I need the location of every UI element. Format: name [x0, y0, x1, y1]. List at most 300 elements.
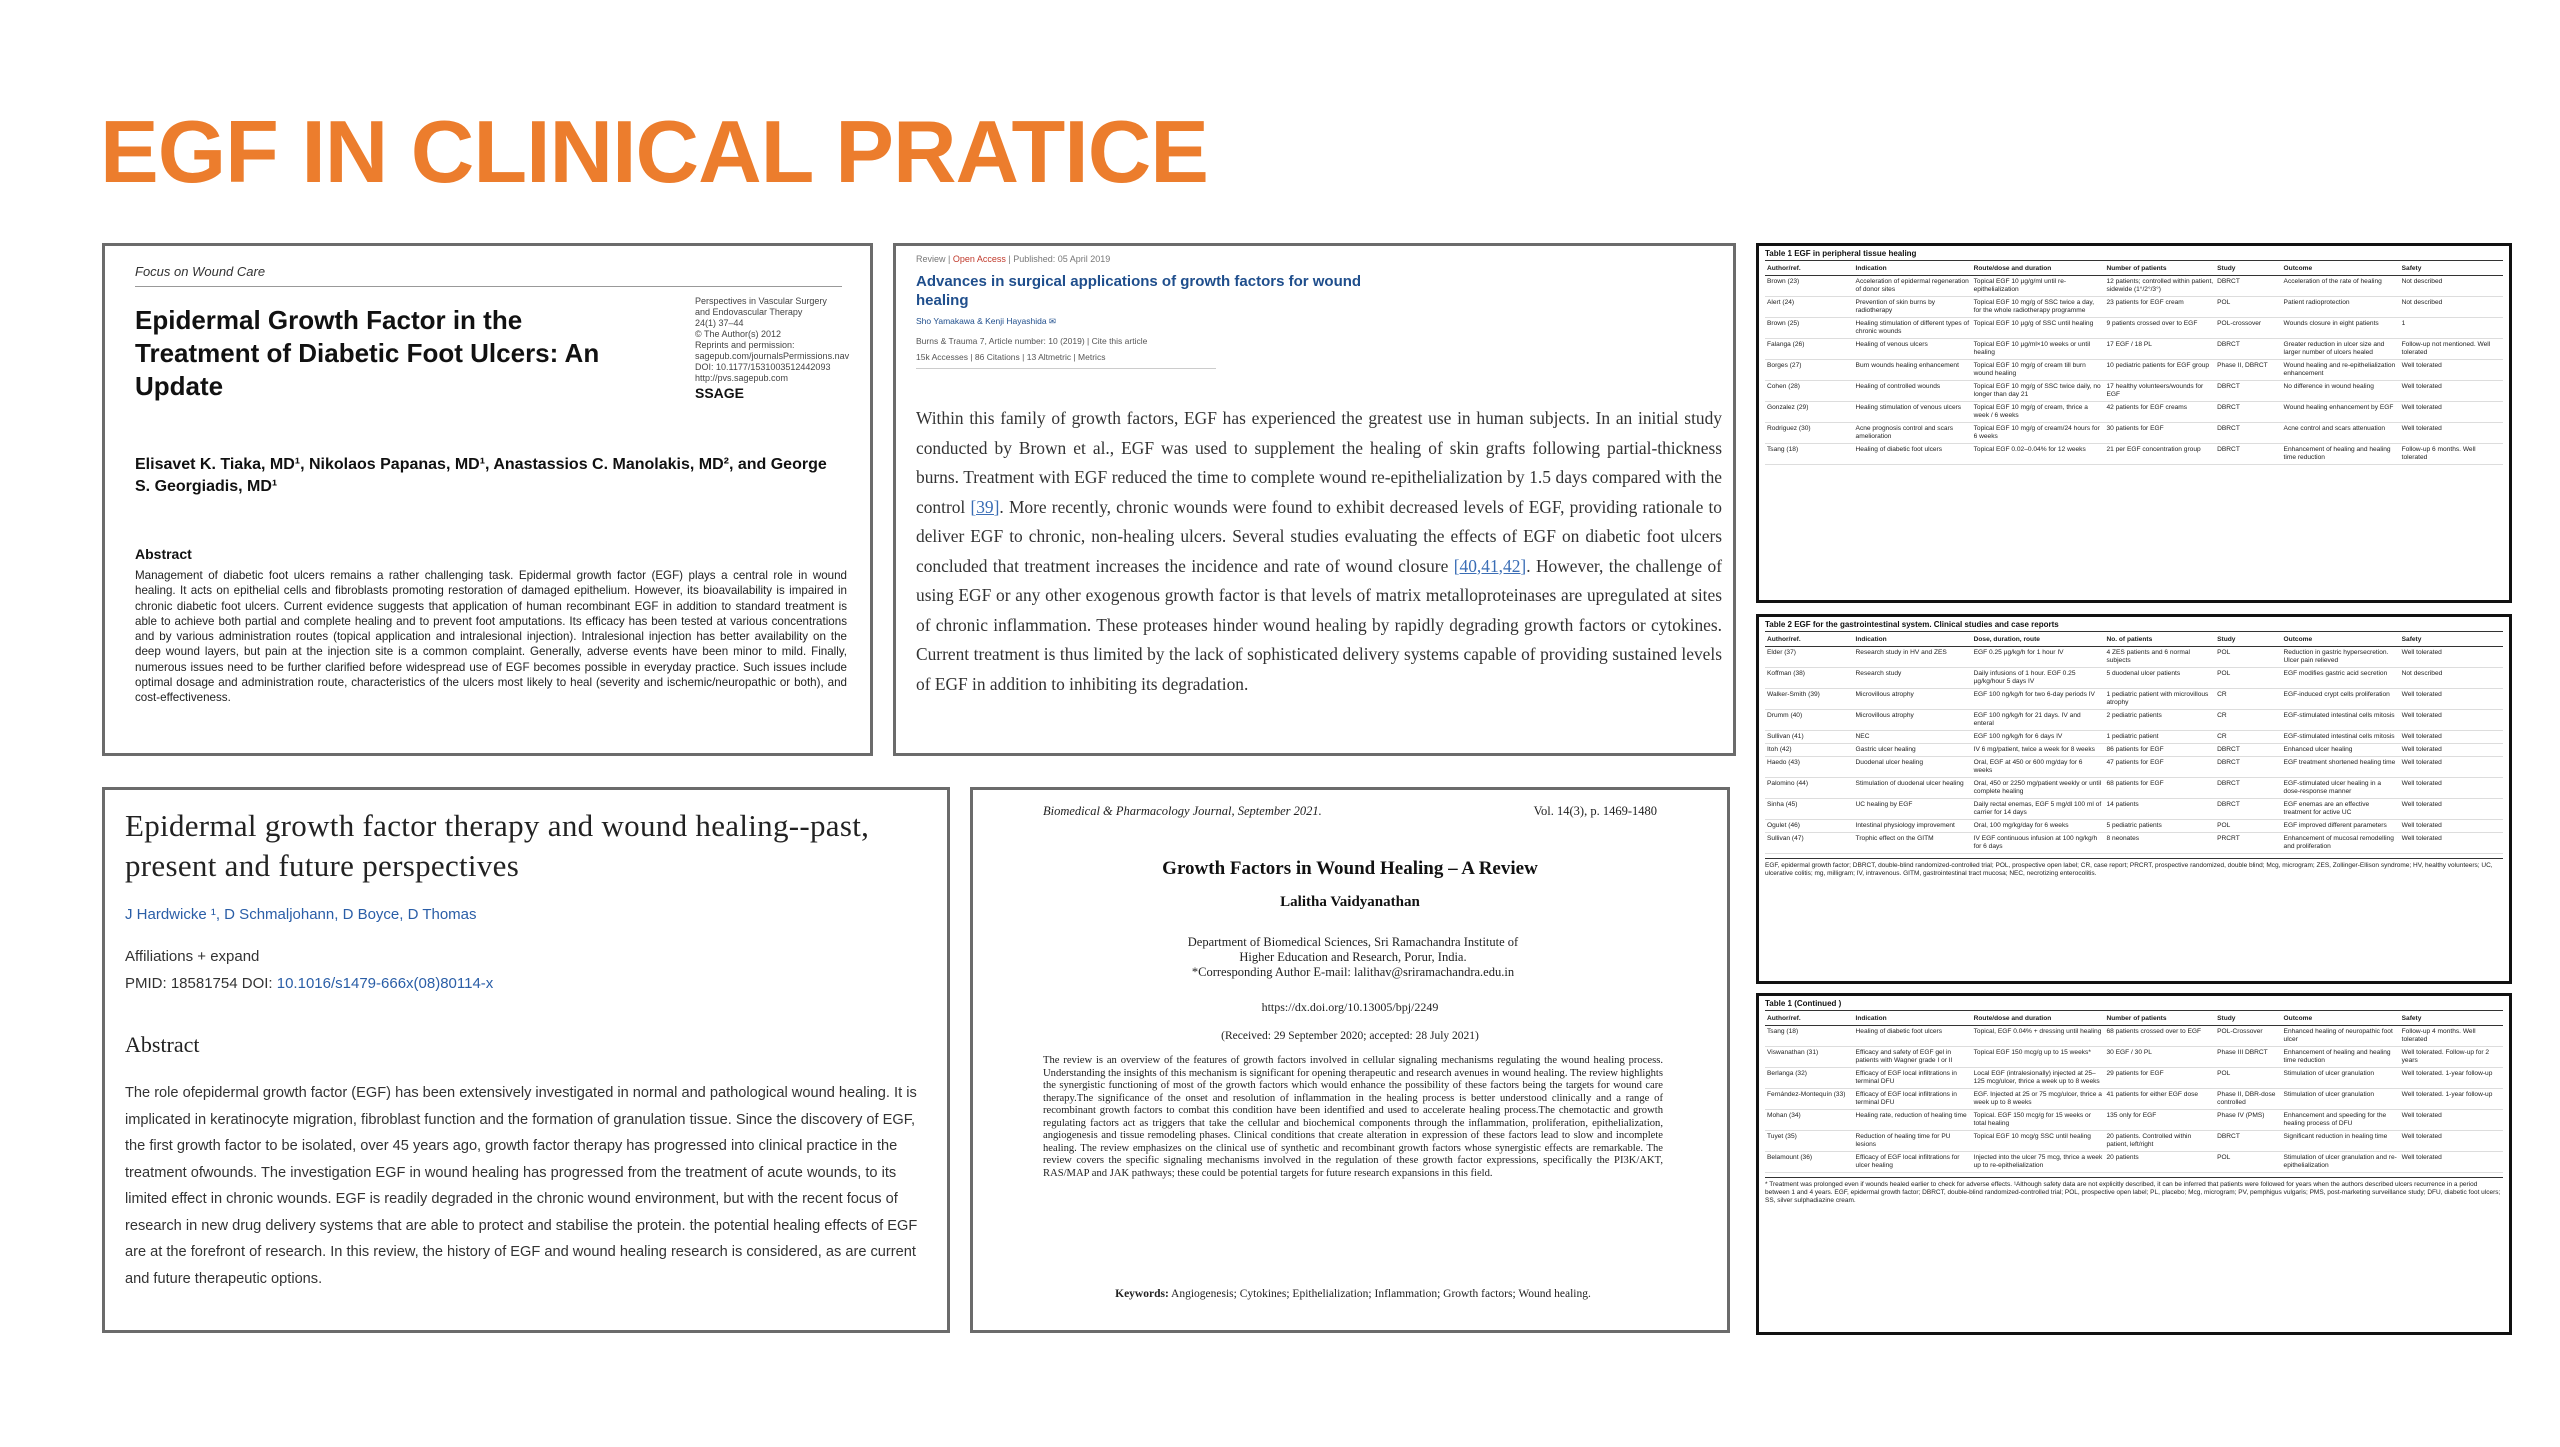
table-cell: Elder (37) [1765, 647, 1854, 668]
table-cell: Efficacy of EGF local infiltrations in terminal DFU [1854, 1089, 1972, 1110]
paper-card-hardwicke [102, 787, 950, 1333]
table-row [1765, 381, 2503, 402]
table-caption: Table 1 EGF in peripheral tissue healing [1765, 249, 2503, 261]
table-cell: Enhancement of healing and healing time reduction [2282, 444, 2400, 465]
meta-line: 24(1) 37–44 [695, 318, 744, 328]
keywords-list: Angiogenesis; Cytokines; Epithelialization; Inflammation; Growth factors; Wound healing. [1168, 1288, 1591, 1300]
data-table [1765, 263, 2503, 465]
table-cell: Berlanga (32) [1765, 1068, 1854, 1089]
affiliations-expand[interactable]: Affiliations + expand [125, 948, 260, 965]
table-cell: 68 patients for EGF [2104, 778, 2215, 799]
table-header-cell: Number of patients [2104, 263, 2215, 276]
table-cell: 17 EGF / 18 PL [2104, 339, 2215, 360]
table-cell: Not described [2400, 668, 2503, 689]
table-cell: PRCRT [2215, 833, 2281, 854]
table-row [1765, 1068, 2503, 1089]
publisher-logo: SSAGE [695, 385, 745, 401]
table-cell: Acne prognosis control and scars amelioration [1854, 423, 1972, 444]
table-row [1765, 1089, 2503, 1110]
table-cell: EGF. Injected at 25 or 75 mcg/ulcer, thrice a week up to 8 weeks [1972, 1089, 2105, 1110]
table-cell: 10 pediatric patients for EGF group [2104, 360, 2215, 381]
table-cell: Topical EGF 10 mg/g of SSC twice a day, for the whole radiotherapy programme [1972, 297, 2105, 318]
abstract-text: The review is an overview of the features of growth factors involved in cellular signaling mechanisms regulating the wound healing process. Understanding the insights of this mechanism is significant for opening therapeutic and research avenues in wound healing. The review highlights the synergistic functioning of most of the growth factors which would enhance the possibility of these factors being the targets for wound care therapy.The significance of the onset and resolution of inflammation in the healing process is better understood clinically and a range of recombinant growth factors to combat this condition have been identified and used to accelerate healing process.The chemotactic and growth regulating factors act as triggers that take the cellular and biochemical components through the inflammation, proliferation, epithelialization, angiogenesis and tissue remodeling phases. Clinical conditions that create alteration in expression of these factors lead to slow and incomplete healing. The review emphasizes on the clinical use of synthetic and recombinant growth factors whose synergistic effects are remarkable. The review covers the specific signaling mechanisms involved in the regulation of these growth factor expressions, specifically the PI3K/AKT, RAS/MAP and JAK pathways; these could be potential targets for future research expansions in this field. [1043, 1055, 1663, 1179]
excerpt-part: . However, the challenge of using EGF or any other exogenous growth factor is that levels of matrix metalloproteinases are upregulated at sites of chronic inflammation. These proteases hinder wound healing by rapidly degrading growth factors or cytokines. Current treatment is thus limited by the lack of sophisticated delivery systems capable of providing sustained levels of EGF in addition to inhibiting its degradation. [916, 555, 1722, 694]
table-cell: Research study [1854, 668, 1972, 689]
table-cell: Prevention of skin burns by radiotherapy [1854, 297, 1972, 318]
meta-line: sagepub.com/journalsPermissions.nav [695, 351, 850, 361]
abstract-text: The role ofepidermal growth factor (EGF) has been extensively investigated in normal and pathological wound healing. It is implicated in keratinocyte migration, fibroblast function and the formation of granulation tissue. Since the discovery of EGF, the first growth factor to be isolated, over 45 years ago, growth factor therapy has progressed into clinical practice in the treatment ofwounds. The investigation EGF in wound healing has progressed from the treatment of acute wounds, to its limited effect in chronic wounds. EGF is readily degraded in the chronic wound environment, but with the recent focus of research in new drug delivery systems that are able to protect and stabilise the protein. the potential healing effects of EGF are at the forefront of research. In this review, the history of EGF and wound healing research is considered, as are current and future therapeutic options. [125, 1085, 918, 1287]
table-row [1765, 689, 2503, 710]
table-cell: Oral, 450 or 2250 mg/patient weekly or until complete healing [1972, 778, 2105, 799]
table-cell: Well tolerated [2400, 744, 2503, 757]
table-cell: Wounds closure in eight patients [2282, 318, 2400, 339]
abstract-heading: Abstract [125, 1032, 200, 1057]
table-cell: 4 ZES patients and 6 normal subjects [2104, 647, 2215, 668]
table-cell: Topical. EGF 150 mcg/g for 15 weeks or total healing [1972, 1110, 2105, 1131]
table-row [1765, 339, 2503, 360]
table-cell: IV EGF continuous infusion at 100 ng/kg/h for 6 days [1972, 833, 2105, 854]
table-cell: EGF 100 ng/kg/h for 6 days IV [1972, 731, 2105, 744]
table-cell: EGF 100 ng/kg/h for two 6-day periods IV [1972, 689, 2105, 710]
table-cell: Well tolerated [2400, 689, 2503, 710]
table-cell: EGF-stimulated intestinal cells mitosis [2282, 710, 2400, 731]
table-cell: Healing of controlled wounds [1854, 381, 1972, 402]
table-cell: Stimulation of ulcer granulation and re-epithelialization [2282, 1152, 2400, 1173]
keywords-label: Keywords: [1115, 1288, 1169, 1300]
slide-title: EGF IN CLINICAL PRATICE [100, 102, 1208, 201]
table-cell: Ogulet (46) [1765, 820, 1854, 833]
table-cell: POL [2215, 1068, 2281, 1089]
table-cell: Enhanced healing of neuropathic foot ulcer [2282, 1026, 2400, 1047]
table-cell: Walker-Smith (39) [1765, 689, 1854, 710]
meta-line: http://pvs.sagepub.com [695, 373, 789, 383]
table-header-cell: Safety [2400, 1013, 2503, 1026]
table-cell: 21 per EGF concentration group [2104, 444, 2215, 465]
table-cell: Follow-up 4 months. Well tolerated [2400, 1026, 2503, 1047]
table-row [1765, 297, 2503, 318]
table-cell: Topical EGF 10 mcg/g SSC until healing [1972, 1131, 2105, 1152]
table-cell: Topical EGF 10 µg/g/ml until re-epithelialization [1972, 276, 2105, 297]
table-cell: Well tolerated [2400, 402, 2503, 423]
table-cell: DBRCT [2215, 339, 2281, 360]
table-cell: Phase III DBRCT [2215, 1047, 2281, 1068]
table-cell: DBRCT [2215, 799, 2281, 820]
table-cell: Follow-up not mentioned. Well tolerated [2400, 339, 2503, 360]
table-cell: 5 duodenal ulcer patients [2104, 668, 2215, 689]
table-cell: Efficacy and safety of EGF gel in patients with Wagner grade I or II [1854, 1047, 1972, 1068]
table-cell: 2 pediatric patients [2104, 710, 2215, 731]
table-row [1765, 820, 2503, 833]
table-cell: CR [2215, 689, 2281, 710]
table-cell: Microvillous atrophy [1854, 689, 1972, 710]
table-cell: Well tolerated [2400, 1152, 2503, 1173]
table-cell: Belamount (36) [1765, 1152, 1854, 1173]
table-cell: DBRCT [2215, 757, 2281, 778]
table-cell: DBRCT [2215, 1131, 2281, 1152]
table-cell: Not described [2400, 276, 2503, 297]
table-cell: Borges (27) [1765, 360, 1854, 381]
table-cell: Viswanathan (31) [1765, 1047, 1854, 1068]
table-cell: Microvillous atrophy [1854, 710, 1972, 731]
affiliation-line: Higher Education and Research, Porur, India. [1239, 950, 1467, 964]
table-cell: Daily infusions of 1 hour. EGF 0.25 µg/kg/hour 5 days IV [1972, 668, 2105, 689]
citation-line[interactable]: Burns & Trauma 7, Article number: 10 (2019) | Cite this article [916, 336, 1148, 346]
table-cell: Injected into the ulcer 75 mcg, thrice a week up to re-epithelialization [1972, 1152, 2105, 1173]
table-cell: Topical EGF 10 mg/g of cream/24 hours for 6 weeks [1972, 423, 2105, 444]
table-cell: DBRCT [2215, 381, 2281, 402]
table-cell: Topical EGF 0.02–0.04% for 12 weeks [1972, 444, 2105, 465]
table-cell: POL [2215, 297, 2281, 318]
affiliation-line: Department of Biomedical Sciences, Sri Ramachandra Institute of [1187, 935, 1519, 949]
pmid-label: PMID: 18581754 DOI: [125, 975, 277, 992]
table-cell: DBRCT [2215, 276, 2281, 297]
table-cell: Enhanced ulcer healing [2282, 744, 2400, 757]
table-cell: Reduction of healing time for PU lesions [1854, 1131, 1972, 1152]
table-cell: Well tolerated [2400, 757, 2503, 778]
table-row [1765, 744, 2503, 757]
table-cell: 9 patients crossed over to EGF [2104, 318, 2215, 339]
table-cell: Healing of venous ulcers [1854, 339, 1972, 360]
table-cell: Brown (23) [1765, 276, 1854, 297]
table-cell: Patient radioprotection [2282, 297, 2400, 318]
table-cell: Alert (24) [1765, 297, 1854, 318]
open-access-tag: Open Access [952, 254, 1006, 264]
table-cell: Local EGF (intralesionally) injected at 25–125 mcg/ulcer, thrice a week up to 8 weeks [1972, 1068, 2105, 1089]
table-header-cell: No. of patients [2104, 634, 2215, 647]
table-cell: Daily rectal enemas, EGF 5 mg/dl 100 ml of carrier for 14 days [1972, 799, 2105, 820]
table-cell: Sullivan (47) [1765, 833, 1854, 854]
table-cell: Phase II, DBRCT [2215, 360, 2281, 381]
table-cell: DBRCT [2215, 423, 2281, 444]
table-header-cell: Route/dose and duration [1972, 263, 2105, 276]
table-card-continued [1756, 993, 2512, 1335]
table-cell: EGF enemas are an effective treatment for active UC [2282, 799, 2400, 820]
meta-line: Reprints and permission: [695, 340, 795, 350]
paper-card-yamakawa [893, 243, 1736, 756]
table-header-cell: Indication [1854, 634, 1972, 647]
review-tag: Review [916, 254, 946, 264]
table-cell: CR [2215, 731, 2281, 744]
table-cell: Enhancement of mucosal remodelling and proliferation [2282, 833, 2400, 854]
table-cell: EGF 100 ng/kg/h for 21 days. IV and enteral [1972, 710, 2105, 731]
table-cell: Fernández-Montequín (33) [1765, 1089, 1854, 1110]
journal-volume: Vol. 14(3), p. 1469-1480 [1533, 804, 1657, 818]
excerpt-part: . More recently, chronic wounds were found to exhibit decreased levels of EGF, providing rationale to deliver EGF to chronic, non-healing ulcers. Several studies evaluating the effects of EGF on diabetic foot ulcers concluded that treatment increases the incidence and rate of wound closure [916, 496, 1723, 576]
affiliation-line: *Corresponding Author E-mail: lalithav@sriramachandra.edu.in [1191, 965, 1515, 979]
table-cell: Topical EGF 10 mg/g of cream till burn wound healing [1972, 360, 2105, 381]
table-row [1765, 402, 2503, 423]
keywords [1043, 1287, 1663, 1301]
table-cell: 86 patients for EGF [2104, 744, 2215, 757]
table-cell: Not described [2400, 297, 2503, 318]
table-row [1765, 1131, 2503, 1152]
table-header-cell: Safety [2400, 634, 2503, 647]
table-cell: Well tolerated [2400, 647, 2503, 668]
table-cell: 12 patients; controlled within patient, sidewide (1°/2°/3°) [2104, 276, 2215, 297]
table-cell: POL [2215, 668, 2281, 689]
table-cell: Well tolerated. Follow-up for 2 years [2400, 1047, 2503, 1068]
table-cell: Gastric ulcer healing [1854, 744, 1972, 757]
received-dates: (Received: 29 September 2020; accepted: 28 July 2021) [1221, 1030, 1479, 1042]
table-cell: 47 patients for EGF [2104, 757, 2215, 778]
table-cell: DBRCT [2215, 444, 2281, 465]
table-row [1765, 668, 2503, 689]
journal-metadata [695, 296, 865, 399]
table-cell: Healing stimulation of different types of chronic wounds [1854, 318, 1972, 339]
metrics-line[interactable]: 15k Accesses | 86 Citations | 13 Altmetric | Metrics [916, 352, 1106, 362]
table-cell: POL [2215, 1152, 2281, 1173]
divider [916, 368, 1216, 369]
table-row [1765, 799, 2503, 820]
table-row [1765, 360, 2503, 381]
table-cell: Tuyet (35) [1765, 1131, 1854, 1152]
table-cell: Well tolerated [2400, 360, 2503, 381]
author-affiliation [1093, 935, 1613, 980]
table-cell: Reduction in gastric hypersecretion. Ulcer pain relieved [2282, 647, 2400, 668]
table-cell: Oral, EGF at 450 or 600 mg/day for 6 weeks [1972, 757, 2105, 778]
paper-title: Epidermal Growth Factor in the Treatment of Diabetic Foot Ulcers: An Update [135, 305, 600, 401]
table-cell: EGF improved different parameters [2282, 820, 2400, 833]
table-cell: EGF-stimulated ulcer healing in a dose-response manner [2282, 778, 2400, 799]
table-cell: Well tolerated [2400, 799, 2503, 820]
table-cell: Acne control and scars attenuation [2282, 423, 2400, 444]
table-cell: Wound healing enhancement by EGF [2282, 402, 2400, 423]
doi-link[interactable]: https://dx.doi.org/10.13005/bpj/2249 [1261, 1000, 1439, 1014]
table-cell: Efficacy of EGF local infiltrations for ulcer healing [1854, 1152, 1972, 1173]
table-cell: Intestinal physiology improvement [1854, 820, 1972, 833]
table-cell: Topical EGF 10 mg/g of SSC twice daily, no longer than day 21 [1972, 381, 2105, 402]
table-cell: NEC [1854, 731, 1972, 744]
meta-line: © The Author(s) 2012 [695, 329, 782, 339]
table-header-cell: Author/ref. [1765, 263, 1854, 276]
table-row [1765, 423, 2503, 444]
table-cell: Well tolerated [2400, 778, 2503, 799]
table-cell: EGF-induced crypt cells proliferation [2282, 689, 2400, 710]
table-cell: 1 [2400, 318, 2503, 339]
paper-author: Lalitha Vaidyanathan [1280, 894, 1420, 910]
table-cell: Koffman (38) [1765, 668, 1854, 689]
data-table [1765, 634, 2503, 854]
table-cell: Well tolerated [2400, 381, 2503, 402]
table-row [1765, 318, 2503, 339]
table-cell: Palomino (44) [1765, 778, 1854, 799]
table-cell: 42 patients for EGF creams [2104, 402, 2215, 423]
paper-title: Growth Factors in Wound Healing – A Review [1162, 858, 1538, 879]
paper-authors[interactable]: J Hardwicke ¹, D Schmaljohann, D Boyce, D Thomas [125, 906, 477, 923]
table-cell: 1 pediatric patient with microvillous atrophy [2104, 689, 2215, 710]
table-cell: Burn wounds healing enhancement [1854, 360, 1972, 381]
table-cell: Gonzalez (29) [1765, 402, 1854, 423]
meta-line: DOI: 10.1177/1531003512442093 [695, 362, 831, 372]
table-cell: 14 patients [2104, 799, 2215, 820]
table-cell: Well tolerated [2400, 731, 2503, 744]
table-cell: 23 patients for EGF cream [2104, 297, 2215, 318]
table-cell: Well tolerated [2400, 710, 2503, 731]
table-cell: Healing stimulation of venous ulcers [1854, 402, 1972, 423]
table-header-cell: Outcome [2282, 1013, 2400, 1026]
table-cell: 30 EGF / 30 PL [2104, 1047, 2215, 1068]
table-cell: Well tolerated [2400, 1110, 2503, 1131]
table-header-cell: Author/ref. [1765, 634, 1854, 647]
table-cell: POL-Crossover [2215, 1026, 2281, 1047]
meta-line: and Endovascular Therapy [695, 307, 803, 317]
table-header-cell: Study [2215, 634, 2281, 647]
data-table [1765, 1013, 2503, 1173]
table-cell: Well tolerated. 1-year follow-up [2400, 1089, 2503, 1110]
table-cell: Well tolerated. 1-year follow-up [2400, 1068, 2503, 1089]
table-row [1765, 778, 2503, 799]
table-header-cell: Safety [2400, 263, 2503, 276]
table-cell: POL [2215, 647, 2281, 668]
table-cell: Oral, 100 mg/kg/day for 6 weeks [1972, 820, 2105, 833]
abstract-heading: Abstract [135, 546, 192, 562]
table-cell: 68 patients crossed over to EGF [2104, 1026, 2215, 1047]
table-cell: Sinha (45) [1765, 799, 1854, 820]
table-cell: EGF 0.25 µg/kg/h for 1 hour IV [1972, 647, 2105, 668]
table-cell: Rodriguez (30) [1765, 423, 1854, 444]
table-cell: Brown (25) [1765, 318, 1854, 339]
table-row [1765, 1026, 2503, 1047]
table-cell: EGF treatment shortened healing time [2282, 757, 2400, 778]
reference-link[interactable]: [39] [970, 496, 1000, 517]
table-card-peripheral [1756, 243, 2512, 603]
table-cell: Greater reduction in ulcer size and larger number of ulcers healed [2282, 339, 2400, 360]
table-header-cell: Indication [1854, 1013, 1972, 1026]
table-cell: Healing of diabetic foot ulcers [1854, 1026, 1972, 1047]
paper-card-vaidyanathan [970, 787, 1730, 1333]
table-cell: 1 pediatric patient [2104, 731, 2215, 744]
table-cell: POL-crossover [2215, 318, 2281, 339]
table-row [1765, 647, 2503, 668]
table-header-cell: Route/dose and duration [1972, 1013, 2105, 1026]
table-footnote: * Treatment was prolonged even if wounds healed earlier to check for adverse effects. ¹Although safety data are not explicitly described, it can be inferred that patients were followed for years when the authors described ulcers recurrence in a period between 1 and 4 years. EGF, epidermal growth factor; DBRCT, double-blind randomized-controlled trial; POL, prospective open label; PL, placebo; Mcg, microgram; PV, pemphigus vulgaris; PMS, post-marketing surveillance study; DFU, diabetic foot ulcers; SS, silver sulphadiazine cream. [1765, 1177, 2503, 1205]
table-cell: 5 pediatric patients [2104, 820, 2215, 833]
article-excerpt [916, 404, 1722, 699]
table-cell: 41 patients for either EGF dose [2104, 1089, 2215, 1110]
table-cell: Significant reduction in healing time [2282, 1131, 2400, 1152]
table-cell: Acceleration of the rate of healing [2282, 276, 2400, 297]
table-cell: Stimulation of ulcer granulation [2282, 1068, 2400, 1089]
table-cell: 20 patients. Controlled within patient, left/right [2104, 1131, 2215, 1152]
table-header-cell: Study [2215, 263, 2281, 276]
table-cell: Mohan (34) [1765, 1110, 1854, 1131]
meta-line: Perspectives in Vascular Surgery [695, 296, 827, 306]
table-row [1765, 276, 2503, 297]
table-cell: Falanga (26) [1765, 339, 1854, 360]
reference-link[interactable]: [40,41,42] [1453, 555, 1527, 576]
paper-title: Epidermal growth factor therapy and wound healing--past, present and future perspectives [125, 808, 870, 883]
table-row [1765, 1047, 2503, 1068]
table-cell: 29 patients for EGF [2104, 1068, 2215, 1089]
table-cell: Trophic effect on the GITM [1854, 833, 1972, 854]
table-cell: Haedo (43) [1765, 757, 1854, 778]
pmid-doi-line [125, 975, 493, 992]
paper-authors: Elisavet K. Tiaka, MD¹, Nikolaos Papanas, MD¹, Anastassios C. Manolakis, MD², and George S. Georgiadis, MD¹ [135, 456, 827, 495]
table-cell: Topical EGF 10 µg/ml×10 weeks or until healing [1972, 339, 2105, 360]
table-row [1765, 731, 2503, 744]
paper-authors[interactable]: Sho Yamakawa & Kenji Hayashida ✉ [916, 316, 1057, 326]
table-cell: Stimulation of ulcer granulation [2282, 1089, 2400, 1110]
table-cell: Itoh (42) [1765, 744, 1854, 757]
table-cell: EGF-stimulated intestinal cells mitosis [2282, 731, 2400, 744]
table-cell: EGF modifies gastric acid secretion [2282, 668, 2400, 689]
table-cell: 8 neonates [2104, 833, 2215, 854]
table-cell: Topical EGF 150 mcg/g up to 15 weeks* [1972, 1047, 2105, 1068]
table-cell: Topical EGF 10 mg/g of cream, thrice a week / 6 weeks [1972, 402, 2105, 423]
abstract-text: Management of diabetic foot ulcers remains a rather challenging task. Epidermal growth factor (EGF) plays a central role in wound healing. It acts on epithelial cells and fibroblasts promoting restoration of damaged epithelium. However, its bioavailability is impaired in chronic diabetic foot ulcers. Current evidence suggests that application of human recombinant EGF in addition to standard treatment is able to achieve both partial and complete healing and to prevent foot amputations. Its efficacy has been tested at various concentrations and by various administration routes (topical application and intralesional injection). Intralesional injection has better availability on the deep wound layers, but pain at the injection site is a common complaint. Generally, adverse events have been minor to mild. Finally, numerous issues need to be further clarified before widespread use of EGF becomes possible in everyday practice. Such issues include optimal dosage and administration route, characteristics of the ulcers most likely to heal (severity and ischemic/neuropathic or both), and cost-effectiveness. [135, 569, 847, 705]
table-cell: Well tolerated [2400, 423, 2503, 444]
table-cell: Enhancement of healing and healing time reduction [2282, 1047, 2400, 1068]
table-cell: Phase II, DBR-dose controlled [2215, 1089, 2281, 1110]
table-caption: Table 1 (Continued ) [1765, 999, 2503, 1011]
table-cell: Efficacy of EGF local infiltrations in terminal DFU [1854, 1068, 1972, 1089]
table-caption: Table 2 EGF for the gastrointestinal system. Clinical studies and case reports [1765, 620, 2503, 632]
table-row [1765, 444, 2503, 465]
table-cell: 17 healthy volunteers/wounds for EGF [2104, 381, 2215, 402]
table-cell: Drumm (40) [1765, 710, 1854, 731]
table-cell: DBRCT [2215, 778, 2281, 799]
table-cell: Stimulation of duodenal ulcer healing [1854, 778, 1972, 799]
table-cell: POL [2215, 820, 2281, 833]
table-cell: IV 6 mg/patient, twice a week for 8 weeks [1972, 744, 2105, 757]
paper-title[interactable]: Advances in surgical applications of growth factors for wound healing [916, 273, 1362, 309]
table-header-cell: Study [2215, 1013, 2281, 1026]
table-cell: Enhancement and speeding for the healing process of DFU [2282, 1110, 2400, 1131]
table-cell: Sullivan (41) [1765, 731, 1854, 744]
doi-link[interactable]: 10.1016/s1479-666x(08)80114-x [276, 975, 494, 992]
table-cell: Duodenal ulcer healing [1854, 757, 1972, 778]
table-row [1765, 1110, 2503, 1131]
table-header-cell: Author/ref. [1765, 1013, 1854, 1026]
table-row [1765, 833, 2503, 854]
table-cell: Topical, EGF 0.04% + dressing until healing [1972, 1026, 2105, 1047]
table-cell: CR [2215, 710, 2281, 731]
journal-name: Biomedical & Pharmacology Journal, September 2021. [1043, 804, 1322, 818]
table-header-cell: Outcome [2282, 263, 2400, 276]
divider [135, 286, 842, 287]
table-row [1765, 1152, 2503, 1173]
table-cell: Healing rate, reduction of healing time [1854, 1110, 1972, 1131]
table-cell: DBRCT [2215, 402, 2281, 423]
table-row [1765, 710, 2503, 731]
table-row [1765, 757, 2503, 778]
table-cell: UC healing by EGF [1854, 799, 1972, 820]
table-cell: Well tolerated [2400, 1131, 2503, 1152]
table-cell: Research study in HV and ZES [1854, 647, 1972, 668]
table-cell: Tsang (18) [1765, 1026, 1854, 1047]
table-cell: 135 only for EGF [2104, 1110, 2215, 1131]
published-date: Published: 05 April 2019 [1013, 254, 1111, 264]
table-cell: 20 patients [2104, 1152, 2215, 1173]
table-cell: Phase IV (PMS) [2215, 1110, 2281, 1131]
excerpt-part: Within this family of growth factors, EGF has experienced the greatest use in human subjects. In an initial study conducted by Brown et al., EGF was used to supplement the healing of skin grafts following partial-thickness burns. Treatment with EGF reduced the time to complete wound re-epithelialization by 1.5 days compared with the control [916, 408, 1722, 517]
table-header-cell: Indication [1854, 263, 1972, 276]
table-cell: Well tolerated [2400, 833, 2503, 854]
table-cell: Well tolerated [2400, 820, 2503, 833]
table-header-cell: Number of patients [2104, 1013, 2215, 1026]
table-footnote: EGF, epidermal growth factor; DBRCT, double-blind randomized-controlled trial; POL, prospective open label; CR, case report; PRCRT, prospective randomized, double blind; Mcg, microgram; ZES, Zollinger-Ellison syndrome; HV, healthy volunteers; UC, ulcerative colitis; mg, milligram; IV, intravenous. GITM, gastrointestinal tract mucosa; NEC, necrotizing enterocolitis. [1765, 858, 2503, 878]
table-cell: Topical EGF 10 µg/g of SSC until healing [1972, 318, 2105, 339]
article-tags: Review | Open Access | Published: 05 April 2019 [916, 254, 1111, 264]
table-cell: Tsang (18) [1765, 444, 1854, 465]
table-cell: DBRCT [2215, 744, 2281, 757]
table-cell: Healing of diabetic foot ulcers [1854, 444, 1972, 465]
table-cell: Cohen (28) [1765, 381, 1854, 402]
paper-card-tiaka [102, 243, 873, 756]
table-cell: Acceleration of epidermal regeneration of donor sites [1854, 276, 1972, 297]
table-cell: No difference in wound healing [2282, 381, 2400, 402]
table-cell: Follow-up 6 months. Well tolerated [2400, 444, 2503, 465]
